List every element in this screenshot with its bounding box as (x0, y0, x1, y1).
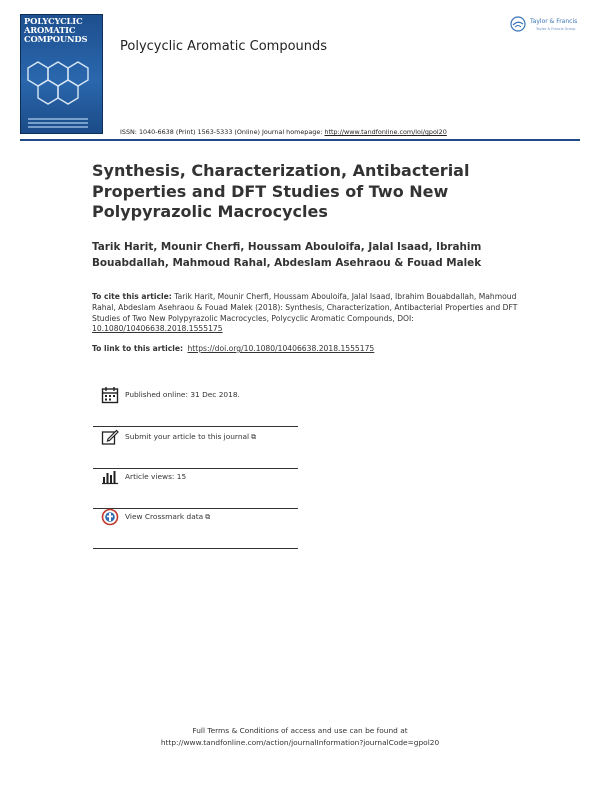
article-views: Article views: 15 (125, 472, 187, 481)
citation-text: Tarik Harit, Mounir Cherfi, Houssam Abouloifa, Jalal Isaad, Ibrahim Bouabdallah, Mahmoud Rahal, Abdeslam Asehraou & Fouad Malek (2018): Synthesis, Characterization, Antibacterial Properties and DFT Studies of Two New Polypyrazolic Macrocycles, Polycyclic Aromatic Compounds, DOI: (92, 292, 518, 323)
published-date: Published online: 31 Dec 2018. (125, 390, 240, 399)
publisher-name: Taylor & Francis (530, 18, 578, 25)
published-row (93, 386, 298, 427)
journal-title: Polycyclic Aromatic Compounds (120, 39, 328, 54)
calendar-icon (101, 386, 119, 404)
edit-icon (101, 428, 119, 446)
footer-url[interactable]: http://www.tandfonline.com/action/journalInformation?journalCode=gpol20 (160, 738, 440, 747)
submit-article-link[interactable]: Submit your article to this journal ⧉ (125, 432, 257, 441)
bar-chart-icon (101, 468, 119, 486)
article-link-block (92, 344, 532, 353)
journal-homepage-link[interactable]: http://www.tandfonline.com/loi/gpol20 (324, 128, 447, 136)
external-link-icon: ⧉ (251, 433, 257, 441)
cover-title: POLYCYCLIC AROMATIC COMPOUNDS (24, 16, 88, 44)
publisher-logo-icon (510, 16, 526, 32)
cover-decoration (28, 118, 88, 130)
journal-cover (20, 14, 103, 134)
footer-terms: Full Terms & Conditions of access and use can be found at (192, 726, 408, 735)
external-link-icon: ⧉ (205, 513, 211, 521)
issn-text: ISSN: 1040-6638 (Print) 1563-5333 (Online) Journal homepage: (120, 128, 325, 136)
header-divider (20, 139, 580, 141)
article-authors: Tarik Harit, Mounir Cherfi, Houssam Abouloifa, Jalal Isaad, Ibrahim Bouabdallah, Mahmoud Rahal, Abdeslam Asehraou & Fouad Malek (92, 241, 482, 269)
footer (100, 725, 500, 749)
citation-label: To cite this article: (92, 292, 172, 301)
doi-link[interactable]: 10.1080/10406638.2018.1555175 (92, 324, 223, 334)
article-link-label: To link to this article: (92, 344, 184, 353)
crossmark-row[interactable] (93, 508, 298, 549)
hexagon-pattern-icon (26, 60, 98, 112)
publisher-logo (510, 16, 585, 36)
issn-line (120, 128, 447, 136)
submit-row[interactable] (93, 428, 298, 469)
article-doi-url[interactable]: https://doi.org/10.1080/10406638.2018.1555175 (187, 344, 375, 353)
crossmark-link[interactable]: View Crossmark data ⧉ (125, 512, 211, 521)
publisher-tagline: Taylor & Francis Group (536, 27, 576, 31)
crossmark-icon (101, 508, 119, 526)
views-row (93, 468, 298, 509)
citation-block (92, 292, 532, 335)
article-title: Synthesis, Characterization, Antibacterial Properties and DFT Studies of Two New Polypyrazolic Macrocycles (92, 161, 470, 221)
